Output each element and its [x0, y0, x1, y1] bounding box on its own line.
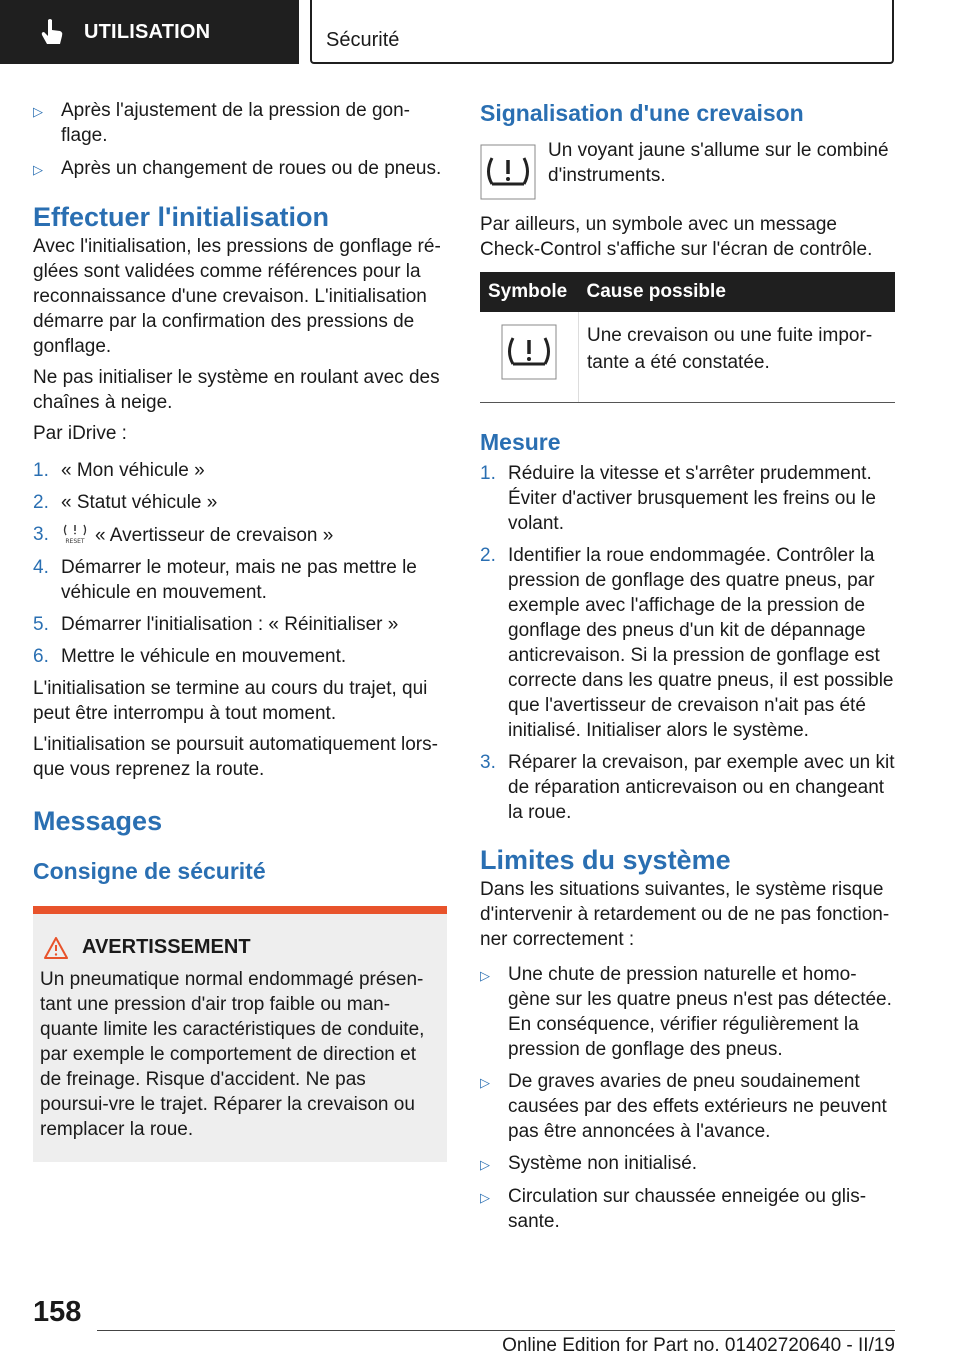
step-item: 3. RESET « Avertisseur de crevaison » — [33, 524, 334, 546]
section-tab — [310, 0, 894, 64]
hand-pointer-icon — [40, 18, 64, 46]
table-header-symbol: Symbole — [480, 272, 579, 312]
list-item: ▷ Une chute de pression naturelle et homo-gène sur les quatre pneus n'est pas détectée. En conséquence, vérifier régulièrement la pression de gonflage des pneus. — [480, 964, 892, 1060]
step-item: 2. Identifier la roue endommagée. Contrôler la pression de gonflage des quatre pneus, par exemple avec l'affichage de la pression de gonflage des pneus d'un kit de dépannage anticrevaison. Si la pression de gonflage est correcte dans les quatre pneus, il est possible que l'avertisseur de crevaison n'ait pas été initialisé. Initialiser alors le système. — [480, 545, 894, 741]
page-number: 158 — [33, 1296, 82, 1328]
paragraph: Par ailleurs, un symbole avec un message Check-Control s'affiche sur l'écran de contrôle. — [480, 214, 873, 260]
paragraph: L'initialisation se poursuit automatiquement lors-que vous reprenez la route. — [33, 734, 438, 780]
table-cell-cause: Une crevaison ou une fuite impor-tante a été constatée. — [579, 312, 896, 403]
tire-pressure-warning-icon — [480, 144, 536, 200]
signal-text: Un voyant jaune s'allume sur le combiné d'instruments. — [548, 140, 889, 186]
section-title: Sécurité — [326, 29, 400, 51]
step-item: 1. Réduire la vitesse et s'arrêter prudemment. Éviter d'activer brusquement les freins ou le volant. — [480, 463, 876, 534]
warning-triangle-icon — [44, 937, 68, 959]
tire-pressure-warning-icon — [501, 324, 557, 380]
safety-heading: Consigne de sécurité — [33, 858, 266, 884]
list-item: ▷ Après un changement de roues ou de pneus. — [33, 156, 447, 182]
chapter-title: UTILISATION — [84, 20, 211, 43]
left-column — [33, 98, 447, 1162]
tire-pressure-reset-icon — [61, 522, 89, 544]
table-row — [480, 312, 895, 403]
warning-bar — [33, 906, 447, 914]
step-item: 5. Démarrer l'initialisation : « Réinitialiser » — [33, 614, 399, 635]
limits-heading: Limites du système — [480, 845, 731, 875]
signal-heading: Signalisation d'une crevaison — [480, 100, 804, 126]
warning-text: Un pneumatique normal endommagé présen-tant une pression d'air trop faible ou man-quante limite les caractéristiques de conduite, par exemple le comportement de direction et de freinage. Risque d'accident. Ne pas poursui-vre le trajet. Réparer la crevaison ou remplacer la roue. — [40, 969, 425, 1140]
messages-heading: Messages — [33, 806, 163, 836]
list-item: ▷ Après l'ajustement de la pression de gon-flage. — [33, 100, 410, 146]
bullet-icon: ▷ — [33, 162, 43, 177]
paragraph: Par iDrive : — [33, 423, 127, 444]
paragraph: Ne pas initialiser le système en roulant avec des chaînes à neige. — [33, 367, 440, 413]
step-item: 2. « Statut véhicule » — [33, 492, 218, 513]
list-item: ▷ De graves avaries de pneu soudainement causées par des effets extérieurs ne peuvent pas être annoncées à l'avance. — [480, 1071, 887, 1142]
step-item: 4. Démarrer le moteur, mais ne pas mettre le véhicule en mouvement. — [33, 557, 417, 603]
edition-text: Online Edition for Part no. 01402720640 - II/19 — [502, 1335, 895, 1356]
measure-heading: Mesure — [480, 429, 561, 455]
init-heading: Effectuer l'initialisation — [33, 202, 329, 232]
step-item: 1. « Mon véhicule » — [33, 460, 205, 481]
list-item: ▷ Circulation sur chaussée enneigée ou glis-sante. — [480, 1186, 867, 1232]
chapter-tab — [0, 0, 299, 64]
warning-title: AVERTISSEMENT — [82, 936, 251, 958]
bullet-icon: ▷ — [480, 968, 490, 983]
paragraph: Avec l'initialisation, les pressions de gonflage ré-glées sont validées comme références pour la reconnaissance d'une crevaison. L'initialisation démarre par la confirmation des pressions de gonflage. — [33, 236, 441, 357]
step-item: 6. Mettre le véhicule en mouvement. — [33, 646, 347, 667]
list-item: ▷ Système non initialisé. — [480, 1151, 895, 1177]
step-item: 3. Réparer la crevaison, par exemple avec un kit de réparation anticrevaison ou en changeant la roue. — [480, 752, 895, 823]
right-column — [480, 98, 895, 1234]
paragraph: L'initialisation se termine au cours du trajet, qui peut être interrompu à tout moment. — [33, 678, 428, 724]
svg-text:RESET: RESET — [65, 538, 85, 544]
footer-divider — [97, 1330, 895, 1331]
paragraph: Dans les situations suivantes, le système risque d'intervenir à retardement ou de ne pas fonction-ner correctement : — [480, 879, 890, 950]
bullet-icon: ▷ — [480, 1075, 490, 1090]
warning-box — [33, 906, 447, 1162]
table-header-cause: Cause possible — [579, 272, 896, 312]
bullet-icon: ▷ — [480, 1157, 490, 1172]
symbol-table — [480, 272, 895, 403]
bullet-icon: ▷ — [480, 1190, 490, 1205]
bullet-icon: ▷ — [33, 104, 43, 119]
